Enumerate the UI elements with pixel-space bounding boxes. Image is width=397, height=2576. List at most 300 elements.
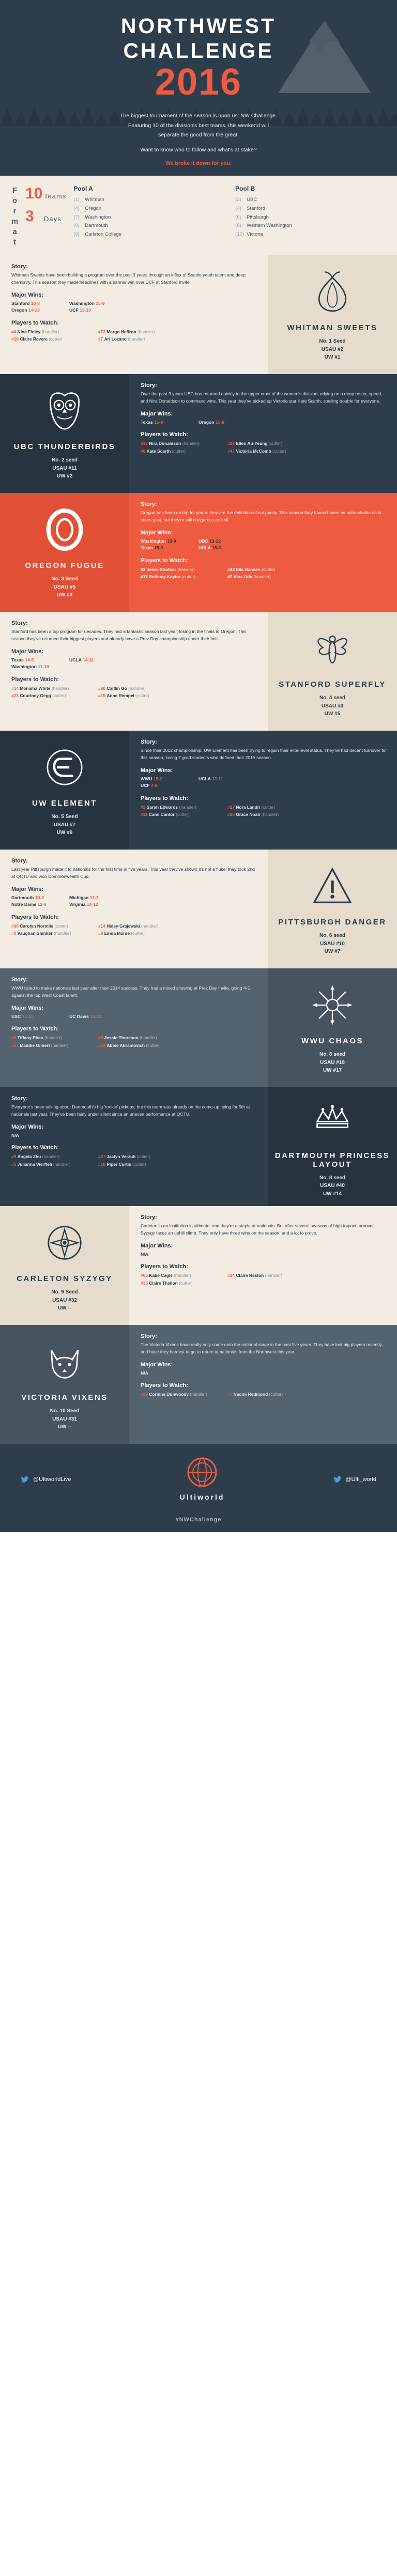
team-name: VICTORIA VIXENS [21, 1393, 108, 1402]
footer-right-social[interactable] [333, 1475, 376, 1484]
story-text: Carleton is an institution in ultimate, and they're a staple at nationals. But after several seasons of high-impact turnover, Syzygy faces an uphill climb. They only have three wins on the season, and a lot to prove. [141, 1223, 375, 1236]
intro-blurb [21, 111, 376, 140]
onion-icon [309, 268, 356, 318]
player-name: Tiffany Phan [17, 1035, 43, 1041]
team-seed-info [319, 694, 345, 718]
pool-team-item [73, 196, 222, 205]
seed-line: UW #2 [56, 473, 73, 480]
pool-a-label: Pool A [73, 185, 93, 193]
teams-container [0, 255, 397, 1444]
team-name: PITTSBURGH DANGER [278, 918, 387, 927]
player-position: (handler) [261, 812, 279, 817]
story-section [11, 620, 258, 643]
player-position: (handler) [51, 685, 69, 691]
blurb-line-3: separate the good from the great. [158, 131, 239, 138]
major-wins-list [11, 657, 258, 671]
player-name: Claire Thallon [149, 1280, 178, 1286]
major-wins-column [69, 894, 123, 908]
seed-line: No. 8 seed [319, 1052, 346, 1058]
players-to-watch-list [11, 1153, 258, 1168]
player-item [98, 328, 185, 335]
player-number: #17 [141, 441, 148, 446]
story-label: Story: [11, 1096, 28, 1102]
team-identity [0, 374, 129, 493]
player-position: (cutter) [268, 441, 283, 446]
player-position: (handler) [42, 1154, 60, 1160]
team-details [129, 374, 397, 493]
pool-team-name: Dartmouth [85, 223, 108, 229]
player-number: #47 [227, 448, 235, 454]
story-text: Last year Pittsburgh made it to nationals for the first time in five years. This year they've shown it's not a fluke: they took 2nd at QCTU and won Commonwealth Cup. [11, 867, 255, 880]
win-score: 14-13 [90, 1014, 102, 1020]
story-label: Story: [11, 977, 28, 983]
major-win-item [11, 664, 65, 670]
player-item [98, 930, 185, 937]
win-score: 13-3 [35, 895, 44, 901]
win-score: 15-9 [154, 545, 163, 551]
team-identity [0, 1325, 129, 1444]
win-opponent: Stanford [11, 301, 31, 306]
story-label: Story: [141, 1333, 157, 1340]
player-number: #2 [141, 804, 146, 810]
major-win-item [11, 307, 65, 314]
pool-team-seed: (1) [73, 197, 80, 203]
players-to-watch-list [11, 1034, 258, 1049]
player-item [141, 440, 227, 447]
pool-team-name: Oregon [85, 205, 101, 211]
story-section [141, 501, 388, 524]
major-wins-column [11, 657, 65, 671]
major-win-item [141, 782, 194, 789]
player-item [11, 922, 98, 930]
seed-line: No. 4 seed [319, 695, 346, 701]
major-win-item [198, 419, 252, 426]
player-position: (cutter) [131, 931, 145, 936]
players-to-watch-label: Players to Watch: [11, 319, 59, 326]
player-name: Angela Zhu [17, 1154, 41, 1160]
player-position: (cutter) [261, 804, 276, 810]
major-wins-column [141, 538, 194, 552]
player-name: Carolyn Normile [20, 923, 54, 929]
player-item [98, 1161, 185, 1168]
win-score: 13-11 [22, 1014, 34, 1020]
player-position: (cutter) [146, 1042, 160, 1048]
win-score: 12-11 [211, 776, 223, 782]
player-position: (cutter) [135, 693, 149, 699]
players-to-watch-list [11, 922, 258, 937]
players-to-watch-label: Players to Watch: [141, 557, 188, 564]
win-opponent: N/A [141, 1252, 148, 1257]
players-to-watch-label: Players to Watch: [11, 914, 59, 920]
team-details [129, 731, 397, 850]
player-position: (handler) [51, 1042, 69, 1048]
pool-team-seed: (10) [235, 231, 245, 237]
player-number: #8 [98, 931, 103, 936]
story-label: Story: [141, 382, 157, 389]
player-number: #6 [98, 1035, 103, 1041]
team-details [0, 255, 268, 374]
win-score: 12-7 [89, 895, 99, 901]
seed-line: No. 6 seed [319, 933, 346, 939]
blurb-line-2: Featuring 10 of the division's best teams, this weekend will [128, 122, 269, 129]
story-text: Oregon has been on top for years: they are the definition of a dynasty. This season they haven't been as untouchable as in years past, but they're still dangerous as hell. [141, 510, 381, 523]
seed-line: USAU #32 [52, 1297, 77, 1303]
footer-brand-block [180, 1457, 225, 1501]
player-position: (cutter) [262, 566, 276, 572]
team-block [0, 255, 397, 374]
player-item [98, 692, 185, 699]
major-wins-section [141, 767, 388, 790]
player-name: Grace Noah [236, 812, 261, 817]
story-label: Story: [141, 1214, 157, 1221]
major-win-item [198, 538, 252, 545]
player-item [227, 440, 314, 447]
player-position: (cutter) [54, 923, 68, 929]
player-item [141, 1272, 227, 1279]
player-position: (handler) [179, 804, 197, 810]
player-name: Corinne Dunwoody [149, 1392, 189, 1397]
team-seed-info [51, 813, 78, 837]
story-label: Story: [11, 858, 28, 865]
player-position: (handler) [137, 329, 155, 334]
story-section [141, 382, 388, 405]
win-score: 13-12 [209, 538, 221, 544]
team-seed-info [51, 1288, 78, 1313]
player-number: #7 [227, 1392, 233, 1397]
pool-team-seed: (7) [73, 214, 80, 220]
win-opponent: UCLA [198, 545, 212, 551]
team-seed-info [319, 1174, 345, 1198]
story-section [141, 1333, 388, 1356]
player-name: Margo Heffron [106, 329, 136, 334]
player-position: (cutter) [269, 1392, 283, 1397]
major-win-item [69, 894, 123, 901]
warning-triangle-icon [309, 862, 356, 913]
player-position: (handler) [140, 1035, 157, 1041]
win-opponent: Texas [141, 420, 155, 425]
story-text: Whitman Sweets have been building a program over the past 3 years through an influx of Seattle youth talent and deep chemistry. This season they made headlines with a banner win over UCF at Stanford Invite. [11, 272, 246, 285]
major-win-item [11, 894, 65, 901]
story-label: Story: [141, 739, 157, 746]
players-to-watch-section [141, 1263, 388, 1287]
team-identity [268, 612, 397, 731]
player-name: Ella Hansen [236, 566, 261, 572]
team-name: CARLETON SYZYGY [17, 1274, 113, 1284]
win-opponent: Washington [69, 301, 96, 306]
win-opponent: Oregon [198, 420, 216, 425]
player-name: Piper Curtis [106, 1161, 131, 1167]
major-wins-section [141, 1362, 388, 1377]
team-block [0, 493, 397, 612]
player-item [227, 811, 314, 818]
major-wins-column [198, 419, 252, 426]
seed-line: UW #7 [324, 949, 341, 955]
player-name: Alex Ode [233, 574, 252, 580]
major-wins-column [69, 300, 123, 314]
seed-line: No. 1 Seed [319, 338, 346, 345]
player-number: #14 [98, 923, 105, 929]
major-wins-label: Major Wins: [141, 530, 173, 536]
seed-line: UW -- [57, 1305, 72, 1312]
players-to-watch-label: Players to Watch: [141, 1263, 188, 1270]
player-name: Anne Rempel [106, 693, 134, 699]
team-seed-info [50, 1407, 80, 1431]
seed-line: UW #5 [324, 711, 341, 717]
player-item [141, 448, 227, 455]
major-wins-column [11, 300, 65, 314]
team-details [129, 493, 397, 612]
title-line-1: NORTHWEST [120, 14, 277, 38]
win-opponent: UBC [198, 538, 210, 544]
major-wins-column [69, 657, 123, 671]
pool-team-name: Whitman [85, 197, 104, 203]
player-name: Linda Morse [104, 931, 130, 936]
player-number: #13 [141, 1392, 148, 1397]
pool-team-item [235, 196, 384, 205]
player-name: Claire Reston [236, 1273, 264, 1278]
story-label: Story: [11, 264, 28, 270]
player-number: #4 [11, 329, 17, 334]
win-score: 15-9 [96, 301, 105, 306]
win-opponent: N/A [11, 1133, 19, 1138]
twitter-icon [21, 1475, 29, 1484]
seed-line: No. 5 Seed [51, 814, 78, 820]
player-item [98, 335, 185, 343]
major-wins-label: Major Wins: [11, 649, 44, 655]
player-item [141, 573, 227, 580]
team-name: WHITMAN SWEETS [287, 323, 378, 333]
players-to-watch-label: Players to Watch: [141, 795, 188, 801]
footer-left-social[interactable] [21, 1475, 71, 1484]
teams-count: 10 [25, 185, 43, 203]
players-to-watch-label: Players to Watch: [11, 1145, 59, 1151]
win-score: 15-8 [211, 545, 221, 551]
team-seed-info [319, 337, 345, 362]
player-name: Nira Donaldson [149, 441, 181, 446]
player-item [11, 1161, 98, 1168]
intro-callout: We broke it down for you. [165, 160, 232, 167]
pool-team-name: Stanford [247, 205, 266, 211]
win-score: 14-12 [86, 902, 98, 907]
player-number: #60 [98, 685, 105, 691]
major-wins-label: Major Wins: [11, 886, 44, 893]
major-win-item [198, 545, 252, 551]
pool-team-name: Pittsburgh [247, 214, 269, 220]
story-section [11, 1096, 258, 1118]
player-number: #0 [11, 931, 17, 936]
win-score: 15-9 [167, 538, 176, 544]
players-to-watch-label: Players to Watch: [11, 1026, 59, 1032]
major-win-item [69, 307, 123, 314]
seed-line: UW #17 [323, 1068, 342, 1074]
player-item [227, 573, 314, 580]
seed-line: UW -- [57, 1424, 72, 1430]
pool-b [235, 185, 384, 239]
team-details [129, 1206, 397, 1325]
story-text: Over the past 3 years UBC has returned quickly to the upper crust of the women's division, relying on a deep roster, speed, and Nira Donaldson to command wins. This year they've picked up Victoria star Kate Scarth, spelling trouble for everyone. [141, 391, 383, 404]
player-item [141, 1279, 227, 1287]
player-name: Ellen Au-Yeung [236, 441, 268, 446]
pool-team-item [235, 205, 384, 213]
player-number: #2 [141, 566, 146, 572]
twitter-icon [333, 1475, 342, 1484]
player-number: #5 [11, 1161, 17, 1167]
team-details [0, 1087, 268, 1206]
player-name: Abbie Abramovich [106, 1042, 145, 1048]
major-win-item [198, 776, 252, 782]
major-wins-column [141, 776, 194, 790]
seed-line: UW #3 [56, 592, 73, 598]
major-wins-column [141, 1251, 194, 1258]
players-to-watch-section [11, 1026, 258, 1049]
players-to-watch-label: Players to Watch: [11, 676, 59, 683]
win-opponent: UCLA [198, 776, 212, 782]
player-item [11, 1153, 98, 1160]
major-wins-section [11, 886, 258, 908]
major-wins-column [69, 1132, 123, 1139]
player-name: Victoria McComb [236, 448, 271, 454]
player-name: Courtney Gegg [20, 693, 51, 699]
win-score: 14-11 [82, 657, 94, 663]
teams-label: Teams [44, 192, 67, 200]
team-block [0, 374, 397, 493]
major-win-item [141, 776, 194, 782]
players-to-watch-label: Players to Watch: [141, 431, 188, 438]
players-to-watch-section [141, 431, 388, 455]
player-name: Julianna Werffeli [17, 1161, 52, 1167]
player-name: Jessie Thoreson [104, 1035, 139, 1041]
major-win-item [141, 1370, 194, 1377]
pool-team-seed: (6) [235, 214, 241, 220]
seed-line: UW #14 [323, 1191, 342, 1197]
major-wins-label: Major Wins: [141, 411, 173, 418]
major-wins-list [11, 1132, 258, 1139]
win-score: 14-5 [25, 657, 34, 663]
major-wins-section [141, 1243, 388, 1258]
win-score: 13-10 [80, 307, 91, 313]
page-title [21, 13, 376, 64]
seed-line: USAU #5 [53, 584, 76, 590]
players-to-watch-section [11, 914, 258, 937]
compass-icon [41, 1219, 88, 1269]
player-item [98, 685, 185, 692]
players-to-watch-list [11, 328, 258, 343]
story-text: WWU failed to make nationals last year after their 2014 success. They had a mixed showing at Prez Day Invite, going 4-5 against the top West Coast talent. [11, 985, 250, 998]
win-opponent: UCF [141, 783, 151, 789]
player-name: Haley Grajewski [106, 923, 140, 929]
win-opponent: N/A [141, 1370, 148, 1376]
player-number: #14 [227, 1273, 235, 1278]
win-score: 15-9 [154, 420, 163, 425]
team-identity [268, 850, 397, 968]
pool-team-name: Western Washington [247, 223, 292, 229]
major-wins-label: Major Wins: [141, 1362, 173, 1368]
win-opponent: Michigan [69, 895, 90, 901]
player-item [11, 685, 98, 692]
players-to-watch-section [141, 795, 388, 819]
player-number: #11 [141, 574, 148, 580]
story-section [11, 264, 258, 286]
player-position: (handler) [44, 1035, 62, 1041]
seed-line: USAU #18 [320, 1059, 345, 1066]
team-identity [0, 731, 129, 850]
player-position: (cutter) [272, 448, 286, 454]
player-number: #17 [11, 1042, 19, 1048]
team-seed-info [52, 456, 78, 481]
major-win-item [141, 545, 194, 551]
pool-team-name: Carleton College [85, 231, 122, 237]
team-name: OREGON FUGUE [25, 561, 104, 570]
players-to-watch-section [11, 676, 258, 700]
seed-line: USAU #3 [321, 703, 344, 709]
win-score: 7-6 [151, 783, 158, 789]
pool-team-item [73, 205, 222, 213]
ultiworld-logo-icon [187, 1457, 217, 1487]
player-number: #27 [98, 1154, 105, 1160]
player-number: #11 [141, 812, 148, 817]
seed-line: No. 9 Seed [51, 1289, 78, 1295]
story-section [11, 977, 258, 999]
players-to-watch-list [141, 1391, 388, 1398]
footer-hashtag: #NWChallenge [0, 1517, 397, 1532]
major-wins-label: Major Wins: [141, 767, 173, 774]
pool-team-seed: (4) [235, 205, 241, 211]
player-name: Vaughan Shinker [17, 931, 53, 936]
player-position: (cutter) [181, 574, 196, 580]
player-number: #8 [141, 448, 146, 454]
player-name: Claire Revere [20, 336, 48, 342]
seed-line: USAU #11 [52, 465, 77, 471]
team-name: WWU CHAOS [301, 1037, 363, 1046]
footer [0, 1444, 397, 1517]
player-position: (cutter) [49, 336, 63, 342]
players-to-watch-list [141, 804, 388, 819]
player-name: Maddie Gilbert [20, 1042, 50, 1048]
pool-a [73, 185, 222, 239]
major-wins-label: Major Wins: [11, 1005, 44, 1012]
players-to-watch-section [141, 1382, 388, 1398]
player-item [98, 1034, 185, 1041]
story-section [141, 1214, 388, 1237]
player-item [98, 1153, 185, 1160]
major-wins-list [141, 1370, 388, 1377]
team-block [0, 612, 397, 731]
player-number: #7 [98, 336, 103, 342]
format-heading: Format [10, 186, 19, 249]
player-number: #16 [98, 1161, 105, 1167]
player-name: Naomi Redmond [233, 1392, 268, 1397]
seed-line: UW #1 [324, 354, 341, 361]
player-position: (handler) [177, 566, 195, 572]
story-section [11, 858, 258, 881]
players-to-watch-section [11, 320, 258, 343]
story-text: Everyone's been talking about Dartmouth's big 'rookie' pickups, but this team was already on the come-up, tying for 5th at nationals last year. They've been fairly under silent since an uneven performance at QCTU. [11, 1104, 250, 1117]
major-wins-column [11, 894, 65, 908]
players-to-watch-section [11, 1145, 258, 1168]
player-item [141, 811, 227, 818]
major-win-item [69, 901, 123, 908]
player-number: #73 [98, 329, 105, 334]
win-opponent: UC Davis [69, 1014, 90, 1020]
player-item [11, 1034, 98, 1041]
player-name: Monisha White [20, 685, 51, 691]
win-opponent: WWU [141, 776, 154, 782]
win-score: 11-10 [38, 664, 49, 670]
pool-team-seed: (8) [235, 223, 241, 229]
intro-question: Want to know who to follow and what's at stake? [140, 147, 257, 153]
player-position: (handler) [182, 441, 200, 446]
pools [73, 184, 384, 239]
